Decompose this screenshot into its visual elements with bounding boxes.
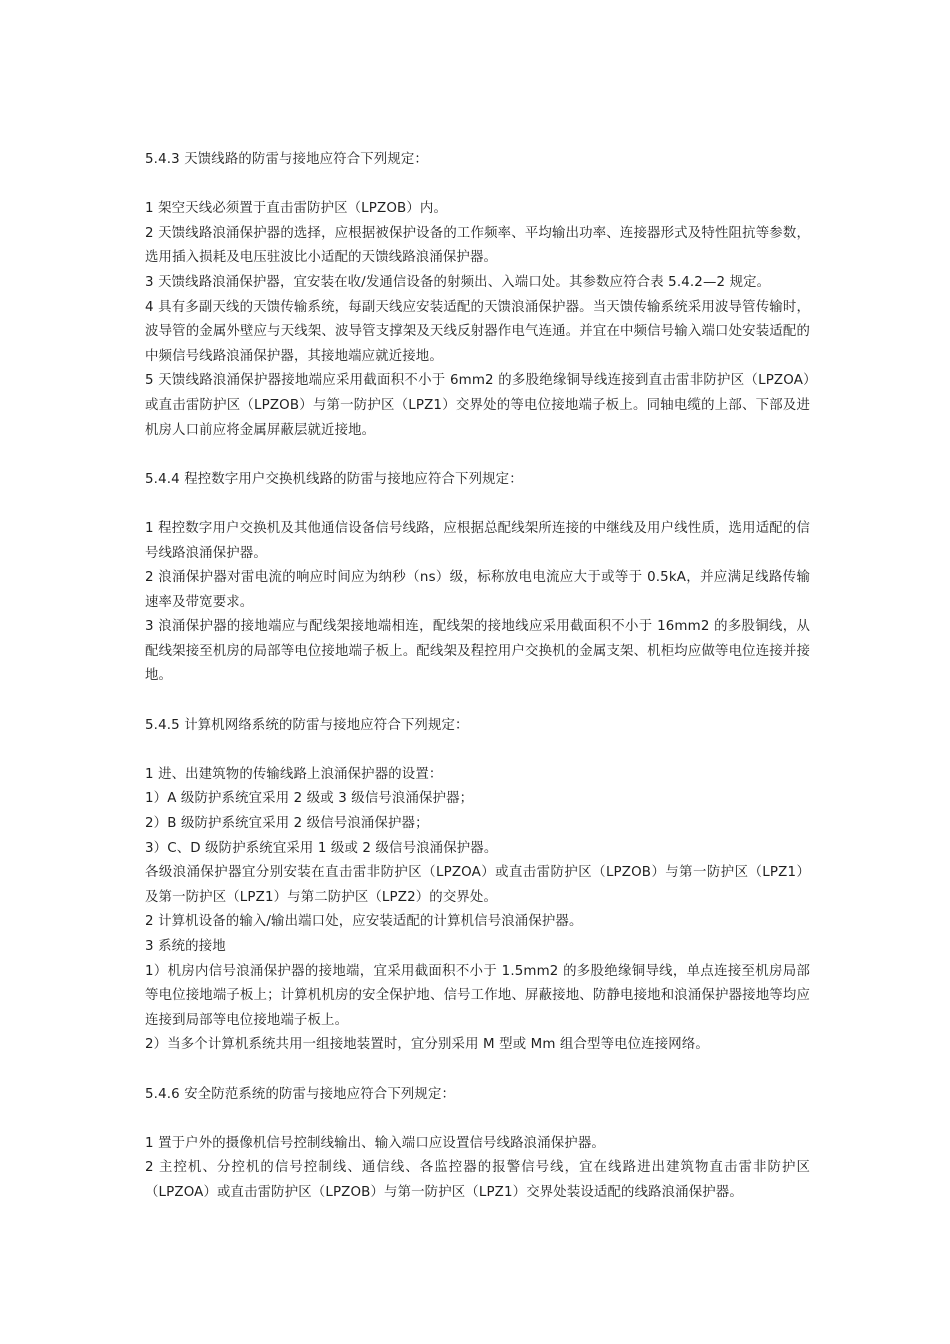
spacer [145,689,810,714]
paragraph: 2 天馈线路浪涌保护器的选择，应根据被保护设备的工作频率、平均输出功率、连接器形式及特性阻抗等参数，选用插入损耗及电压驻波比小适配的天馈线路浪涌保护器。 [145,225,810,266]
section-heading: 5.4.5 计算机网络系统的防雷与接地应符合下列规定： [145,717,469,733]
paragraph: 3 浪涌保护器的接地端应与配线架接地端相连，配线架的接地线应采用截面积不小于 16mm2 的多股铜线，从配线架接至机房的局部等电位接地端子板上。配线架及程控用户交换机的金属支架、机柜均应做等电位连接并接地。 [145,619,810,684]
section-heading: 5.4.3 天馈线路的防雷与接地应符合下列规定： [145,152,428,167]
paragraph: 2 计算机设备的输入/输出端口处，应安装适配的计算机信号浪涌保护器。 [145,914,583,930]
section-5-4-6 [145,1083,810,1206]
paragraph: 2）当多个计算机系统共用一组接地装置时，宜分别采用 M 型或 Mm 组合型等电位连接网络。 [145,1037,709,1053]
paragraph: 2）B 级防护系统宜采用 2 级信号浪涌保护器； [145,816,429,832]
spacer [145,1107,810,1132]
paragraph: 2 浪涌保护器对雷电流的响应时间应为纳秒（ns）级，标称放电电流应大于或等于 0.5kA，并应满足线路传输速率及带宽要求。 [145,570,810,610]
section-5-4-3 [145,148,810,443]
paragraph: 5 天馈线路浪涌保护器接地端应采用截面积不小于 6mm2 的多股绝缘铜导线连接到直击雷非防护区（LPZOA）或直击雷防护区（LPZOB）与第一防护区（LPZ1）交界处的等电位接地端子板上。同轴电缆的上部、下部及进机房人口前应将金属屏蔽层就近接地。 [145,373,810,438]
paragraph: 1 置于户外的摄像机信号控制线输出、输入端口应设置信号线路浪涌保护器。 [145,1135,605,1151]
paragraph: 2 主控机、分控机的信号控制线、通信线、各监控器的报警信号线，宜在线路进出建筑物直击雷非防护区（LPZOA）或直击雷防护区（LPZOB）与第一防护区（LPZ1）交界处装设适配的线路浪涌保护器。 [145,1160,810,1200]
paragraph: 4 具有多副天线的天馈传输系统，每副天线应安装适配的天馈浪涌保护器。当天馈传输系统采用波导管传输时，波导管的金属外壁应与天线架、波导管支撑架及天线反射器作电气连通。并宜在中频信号输入端口处安装适配的中频信号线路浪涌保护器，其接地端应就近接地。 [145,299,810,364]
paragraph: 1 程控数字用户交换机及其他通信设备信号线路，应根据总配线架所连接的中继线及用户线性质，选用适配的信号线路浪涌保护器。 [145,520,810,561]
spacer [145,173,810,198]
spacer [145,492,810,517]
section-5-4-4 [145,468,810,689]
paragraph: 1 架空天线必须置于直击雷防护区（LPZOB）内。 [145,201,447,217]
section-5-4-5 [145,714,810,1058]
paragraph: 1）机房内信号浪涌保护器的接地端，宜采用截面积不小于 1.5mm2 的多股绝缘铜导线，单点连接至机房局部等电位接地端子板上；计算机机房的安全保护地、信号工作地、屏蔽接地、防静电接地和浪涌保护器接地等均应连接到局部等电位接地端子板上。 [145,963,810,1028]
paragraph: 3）C、D 级防护系统宜采用 1 级或 2 级信号浪涌保护器。 [145,840,498,856]
spacer [145,443,810,468]
spacer [145,738,810,763]
paragraph: 3 系统的接地 [145,939,226,954]
paragraph: 各级浪涌保护器宜分别安装在直击雷非防护区（LPZOA）或直击雷防护区（LPZOB）与第一防护区（LPZ1）及第一防护区（LPZ1）与第二防护区（LPZ2）的交界处。 [145,865,810,905]
document-page [145,148,810,1206]
spacer [145,1058,810,1083]
section-heading: 5.4.4 程控数字用户交换机线路的防雷与接地应符合下列规定： [145,471,523,487]
paragraph: 3 天馈线路浪涌保护器，宜安装在收/发通信设备的射频出、入端口处。其参数应符合表 5.4.2—2 规定。 [145,274,771,290]
section-heading: 5.4.6 安全防范系统的防雷与接地应符合下列规定： [145,1086,456,1102]
paragraph: 1 进、出建筑物的传输线路上浪涌保护器的设置： [145,766,443,782]
paragraph: 1）A 级防护系统宜采用 2 级或 3 级信号浪涌保护器； [145,791,474,807]
